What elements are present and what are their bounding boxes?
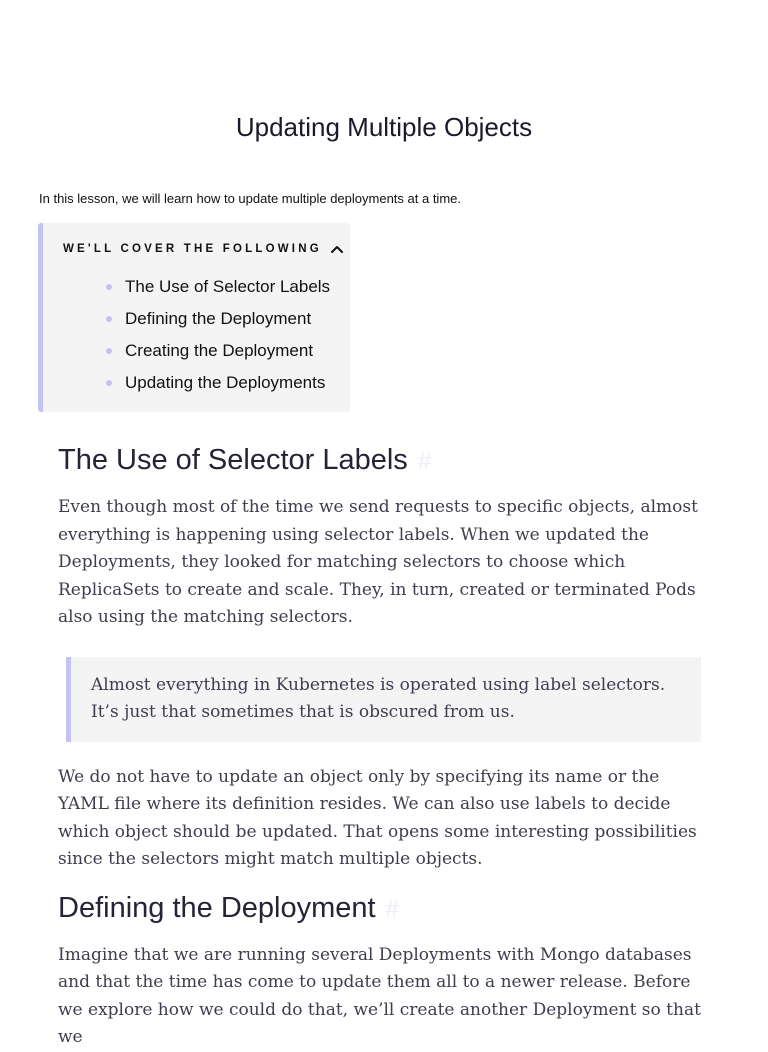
lesson-intro: In this lesson, we will learn how to update multiple deployments at a time. [39, 191, 461, 206]
section-heading-defining-deployment [58, 888, 708, 930]
callout-note [66, 657, 701, 742]
heading-anchor-link[interactable]: # [385, 895, 399, 923]
chevron-up-icon[interactable] [330, 244, 344, 254]
toc-heading: WE'LL COVER THE FOLLOWING [63, 243, 322, 255]
lesson-content [58, 440, 708, 1052]
toc-link-selector-labels[interactable]: The Use of Selector Labels [125, 277, 331, 296]
toc-item [106, 367, 330, 399]
section-heading-text: Defining the Deployment [58, 891, 376, 924]
toc-item [106, 271, 330, 303]
toc-item [106, 303, 330, 335]
bullet-icon [106, 316, 112, 322]
toc-toggle[interactable] [63, 243, 344, 255]
section-heading-selector-labels [58, 440, 708, 482]
toc-link-defining-deployment[interactable]: Defining the Deployment [125, 309, 312, 328]
toc-list [106, 271, 330, 399]
paragraph-defining-deployment: Imagine that we are running several Deployments with Mongo databases and that the time has come to update them all to a newer release. Before we explore how we could do that, we’ll create another Deployment so that we [58, 944, 701, 1047]
toc-link-updating-deployments[interactable]: Updating the Deployments [125, 373, 326, 392]
section-heading-text: The Use of Selector Labels [58, 444, 408, 476]
bullet-icon [106, 284, 112, 290]
heading-anchor-link[interactable]: # [417, 448, 432, 475]
toc-link-creating-deployment[interactable]: Creating the Deployment [125, 341, 314, 360]
page-title: Updating Multiple Objects [235, 112, 533, 142]
paragraph-update-by-labels: We do not have to update an object only by specifying its name or the YAML file where its definition resides. We can also use labels to decide which object should be updated. That opens some interesting possibilities since the selectors might match multiple objects. [58, 766, 697, 869]
callout-text: Almost everything in Kubernetes is operated using label selectors. It’s just that sometimes that is obscured from us. [91, 674, 666, 722]
toc-item [106, 335, 330, 367]
bullet-icon [106, 380, 112, 386]
table-of-contents [38, 223, 350, 412]
bullet-icon [106, 348, 112, 354]
paragraph-selector-labels: Even though most of the time we send requests to specific objects, almost everything is happening using selector labels. When we updated the Deployments, they looked for matching selectors to choose which ReplicaSets to create and scale. They, in turn, created or terminated Pods also using the matching selectors. [58, 497, 698, 627]
